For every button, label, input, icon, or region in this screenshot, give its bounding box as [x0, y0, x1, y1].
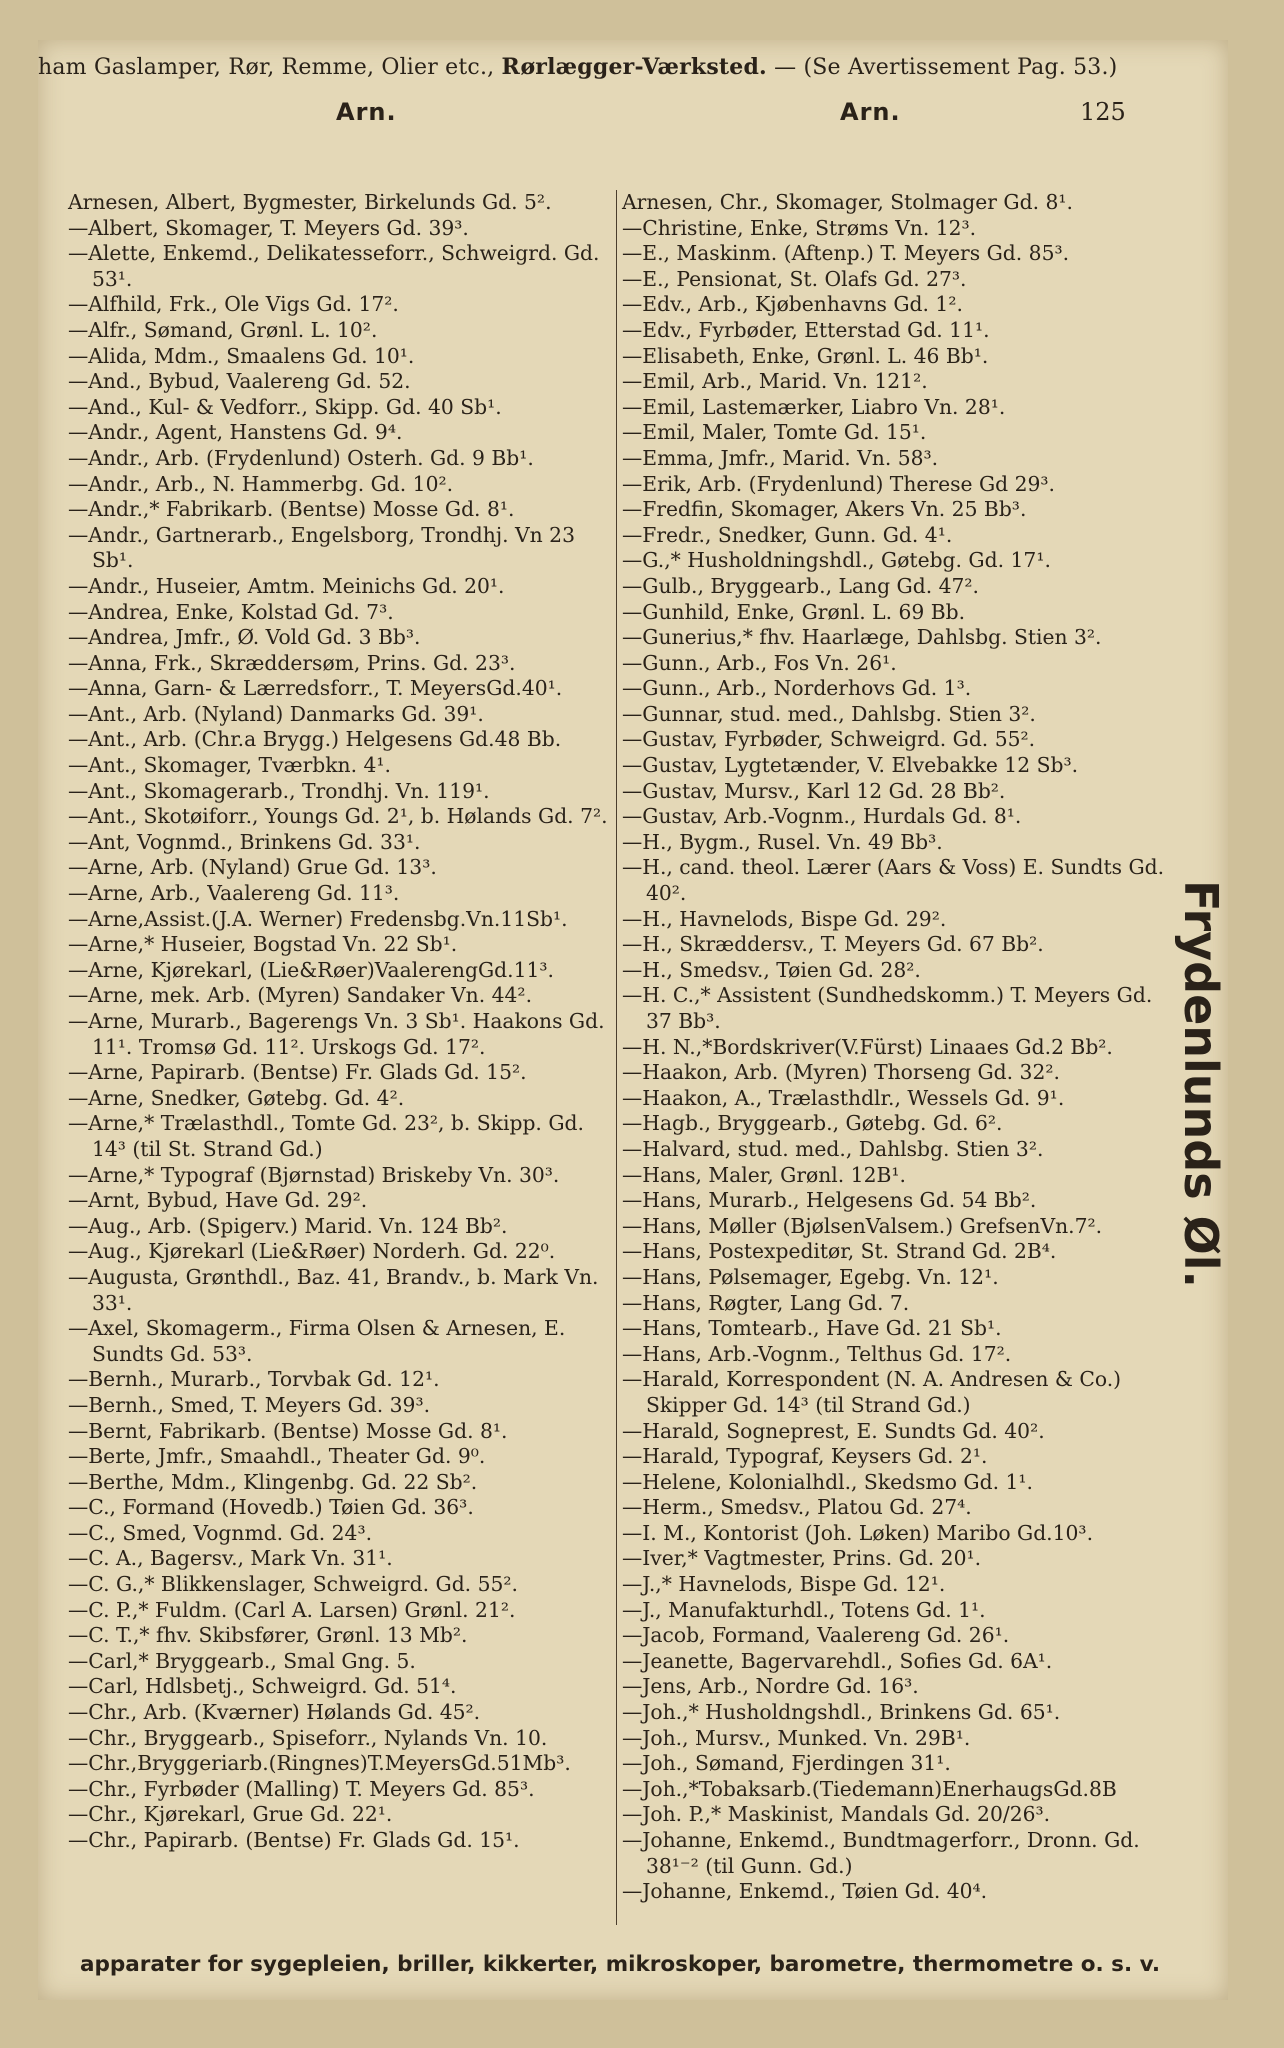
- directory-entry: —Gustav, Fyrbøder, Schweigrd. Gd. 55².: [622, 727, 1036, 752]
- directory-entry: —Bernh., Murarb., Torvbak Gd. 12¹.: [68, 1367, 440, 1392]
- directory-entry: —C., Smed, Vognmd. Gd. 24³.: [68, 1520, 373, 1545]
- directory-entry: —Joh.,*Tobaksarb.(Tiedemann)EnerhaugsGd.8B: [622, 1776, 1117, 1801]
- directory-entry: —Halvard, stud. med., Dahlsbg. Stien 3².: [622, 1136, 1044, 1161]
- directory-entry: —J.,* Havnelods, Bispe Gd. 12¹.: [622, 1572, 946, 1597]
- directory-entry: —E., Maskinm. (Aftenp.) T. Meyers Gd. 85³.: [622, 241, 1070, 266]
- directory-entry: —And., Bybud, Vaalereng Gd. 52.: [68, 369, 411, 394]
- directory-entry: —Jens, Arb., Nordre Gd. 16³.: [622, 1674, 919, 1699]
- directory-entry: —Arne,* Huseier, Bogstad Vn. 22 Sb¹.: [68, 932, 458, 957]
- directory-entry: —I. M., Kontorist (Joh. Løken) Maribo Gd.10³.: [622, 1520, 1094, 1545]
- directory-entry: —Arne, Papirarb. (Bentse) Fr. Glads Gd. 15².: [68, 1060, 527, 1085]
- directory-entry: —Hagb., Bryggearb., Gøtebg. Gd. 6².: [622, 1111, 1003, 1136]
- directory-entry: —Andr., Agent, Hanstens Gd. 9⁴.: [68, 420, 403, 445]
- directory-entry: —H. C.,* Assistent (Sundhedskomm.) T. Meyers Gd. 37 Bb³.: [622, 983, 1153, 1033]
- directory-entry: —Emma, Jmfr., Marid. Vn. 58³.: [622, 445, 939, 470]
- directory-entry: —Andr., Gartnerarb., Engelsborg, Trondhj. Vn 23 Sb¹.: [68, 522, 575, 573]
- directory-entry: —Harald, Sogneprest, E. Sundts Gd. 40².: [622, 1418, 1045, 1443]
- directory-entry: —Gustav, Arb.-Vognm., Hurdals Gd. 8¹.: [622, 804, 1022, 829]
- directory-entry: —Joh.,* Husholdngshdl., Brinkens Gd. 65¹.: [622, 1700, 1061, 1725]
- directory-entry: —Joh. P.,* Maskinist, Mandals Gd. 20/26³.: [622, 1802, 1051, 1827]
- directory-entry: —Alida, Mdm., Smaalens Gd. 10¹.: [68, 343, 415, 368]
- directory-entry: —Chr., Fyrbøder (Malling) T. Meyers Gd. 85³.: [68, 1776, 535, 1801]
- directory-entry: —Hans, Postexpeditør, St. Strand Gd. 2B⁴.: [622, 1239, 1057, 1264]
- directory-entry: Arnesen, Chr., Skomager, Stolmager Gd. 8¹.: [622, 190, 1073, 214]
- top-ad-bold: Rørlægger-Værksted.: [501, 54, 767, 80]
- directory-entry: —Arne, Kjørekarl, (Lie&Røer)VaalerengGd.11³.: [68, 957, 554, 982]
- directory-entry: —Joh., Mursv., Munked. Vn. 29B¹.: [622, 1725, 971, 1750]
- directory-entry: —Arne,* Typograf (Bjørnstad) Briskeby Vn. 30³.: [68, 1162, 560, 1187]
- directory-entry: —Alette, Enkemd., Delikatesseforr., Schweigrd. Gd. 53¹.: [68, 241, 600, 291]
- directory-entry: —H., Smedsv., Tøien Gd. 28².: [622, 957, 921, 982]
- directory-entry: —Hans, Møller (BjølsenValsem.) GrefsenVn.7².: [622, 1213, 1103, 1238]
- top-advertisement-line: [38, 54, 1178, 80]
- directory-entry: —C. T.,* fhv. Skibsfører, Grønl. 13 Mb².: [68, 1623, 468, 1648]
- directory-entry: —Emil, Arb., Marid. Vn. 121².: [622, 369, 928, 394]
- directory-entry: —Hans, Pølsemager, Egebg. Vn. 12¹.: [622, 1264, 999, 1289]
- directory-entry: —H., Bygm., Rusel. Vn. 49 Bb³.: [622, 829, 943, 854]
- directory-entry: —Emil, Lastemærker, Liabro Vn. 28¹.: [622, 394, 1006, 419]
- directory-entry: —C. P.,* Fuldm. (Carl A. Larsen) Grønl. 21².: [68, 1597, 516, 1622]
- directory-entry: —J., Manufakturhdl., Totens Gd. 1¹.: [622, 1597, 986, 1622]
- directory-entry: —G.,* Husholdningshdl., Gøtebg. Gd. 17¹.: [622, 548, 1051, 573]
- footer-advertisement-line: apparater for sygepleien, briller, kikkerter, mikroskoper, barometre, thermometre o. s. v.: [80, 1952, 1161, 1977]
- directory-entry: —Gulb., Bryggearb., Lang Gd. 47².: [622, 573, 980, 598]
- directory-entry: —Bernh., Smed, T. Meyers Gd. 39³.: [68, 1392, 431, 1417]
- directory-entry: —Carl,* Bryggearb., Smal Gng. 5.: [68, 1648, 416, 1673]
- directory-entry: —Berthe, Mdm., Klingenbg. Gd. 22 Sb².: [68, 1469, 478, 1494]
- directory-entry: —H., Havnelods, Bispe Gd. 29².: [622, 906, 947, 931]
- column-divider: [616, 190, 617, 1925]
- directory-entry: —H. N.,*Bordskriver(V.Fürst) Linaaes Gd.2 Bb².: [622, 1034, 1113, 1059]
- directory-entry: —Fredr., Snedker, Gunn. Gd. 4¹.: [622, 522, 953, 547]
- directory-entry: —C. A., Bagersv., Mark Vn. 31¹.: [68, 1546, 393, 1571]
- directory-entry: —Andr., Huseier, Amtm. Meinichs Gd. 20¹.: [68, 573, 505, 598]
- directory-entry: Arnesen, Albert, Bygmester, Birkelunds Gd. 5².: [68, 190, 552, 214]
- directory-entry: —Johanne, Enkemd., Tøien Gd. 40⁴.: [622, 1879, 988, 1904]
- directory-entry: —Chr., Arb. (Kværner) Hølands Gd. 45².: [68, 1700, 481, 1725]
- directory-entry: —Ant., Arb. (Chr.a Brygg.) Helgesens Gd.48 Bb.: [68, 727, 562, 752]
- directory-entry: —Anna, Garn- & Lærredsforr., T. MeyersGd.40¹.: [68, 676, 563, 701]
- directory-entry: —Gustav, Lygtetænder, V. Elvebakke 12 Sb³.: [622, 753, 1079, 778]
- left-column-entries: [68, 190, 608, 1854]
- directory-entry: —Ant., Skomager, Tværbkn. 4¹.: [68, 753, 391, 778]
- directory-entry: —Aug., Arb. (Spigerv.) Marid. Vn. 124 Bb².: [68, 1213, 508, 1238]
- directory-entry: —Helene, Kolonialhdl., Skedsmo Gd. 1¹.: [622, 1469, 1033, 1494]
- right-column-entries: [622, 190, 1167, 1905]
- directory-entry: —Hans, Tomtearb., Have Gd. 21 Sb¹.: [622, 1316, 1002, 1341]
- header-left-key: Arn.: [336, 98, 397, 126]
- directory-entry: —Herm., Smedsv., Platou Gd. 27⁴.: [622, 1495, 972, 1520]
- directory-entry: —Erik, Arb. (Frydenlund) Therese Gd 29³.: [622, 471, 1055, 496]
- directory-entry: —Alfr., Sømand, Grønl. L. 10².: [68, 317, 378, 342]
- directory-entry: —C. G.,* Blikkenslager, Schweigrd. Gd. 55².: [68, 1572, 518, 1597]
- directory-entry: —Ant., Skotøiforr., Youngs Gd. 2¹, b. Hølands Gd. 7².: [68, 804, 608, 829]
- directory-entry: —Chr., Kjørekarl, Grue Gd. 22¹.: [68, 1802, 393, 1827]
- directory-entry: —Gunerius,* fhv. Haarlæge, Dahlsbg. Stien 3².: [622, 625, 1102, 650]
- directory-entry: —Andr., Arb. (Frydenlund) Osterh. Gd. 9 Bb¹.: [68, 445, 534, 470]
- sidebar-advertisement: [1174, 880, 1228, 1320]
- directory-entry: —Gunn., Arb., Fos Vn. 26¹.: [622, 650, 897, 675]
- directory-entry: —Johanne, Enkemd., Bundtmagerforr., Dronn. Gd. 38¹⁻² (til Gunn. Gd.): [622, 1828, 1140, 1878]
- directory-entry: —E., Pensionat, St. Olafs Gd. 27³.: [622, 266, 967, 291]
- directory-entry: —Arne, Arb. (Nyland) Grue Gd. 13³.: [68, 855, 437, 880]
- directory-entry: —Chr., Bryggearb., Spiseforr., Nylands Vn. 10.: [68, 1725, 548, 1750]
- directory-entry: —Berte, Jmfr., Smaahdl., Theater Gd. 9⁰.: [68, 1444, 486, 1469]
- top-ad-prefix: ham Gaslamper, Rør, Remme, Olier etc.,: [38, 55, 502, 80]
- directory-entry: —Ant., Skomagerarb., Trondhj. Vn. 119¹.: [68, 778, 490, 803]
- directory-entry: —Fredfin, Skomager, Akers Vn. 25 Bb³.: [622, 497, 1027, 522]
- directory-entry: —H., Skræddersv., T. Meyers Gd. 67 Bb².: [622, 932, 1044, 957]
- directory-entry: —Haakon, A., Trælasthdlr., Wessels Gd. 9¹.: [622, 1085, 1065, 1110]
- directory-entry: —And., Kul- & Vedforr., Skipp. Gd. 40 Sb¹.: [68, 394, 502, 419]
- header-right-key: Arn.: [840, 98, 901, 126]
- directory-entry: —Arnt, Bybud, Have Gd. 29².: [68, 1188, 368, 1213]
- directory-entry: —Arne, mek. Arb. (Myren) Sandaker Vn. 44².: [68, 983, 533, 1008]
- directory-entry: —Andr.,* Fabrikarb. (Bentse) Mosse Gd. 8¹.: [68, 497, 515, 522]
- directory-entry: —Harald, Korrespondent (N. A. Andresen & Co.) Skipper Gd. 14³ (til Strand Gd.): [622, 1367, 1122, 1417]
- directory-entry: —Arne, Murarb., Bagerengs Vn. 3 Sb¹. Haakons Gd. 11¹. Tromsø Gd. 11². Urskogs Gd. 17².: [68, 1009, 605, 1059]
- directory-entry: —Christine, Enke, Strøms Vn. 12³.: [622, 215, 977, 240]
- directory-entry: —Arne,Assist.(J.A. Werner) Fredensbg.Vn.11Sb¹.: [68, 906, 568, 931]
- top-ad-suffix: — (Se Avertissement Pag. 53.): [766, 55, 1118, 80]
- directory-entry: —Anna, Frk., Skræddersøm, Prins. Gd. 23³.: [68, 650, 516, 675]
- sidebar-ad-text: Frydenlunds Øl.: [1174, 880, 1228, 1288]
- directory-entry: —Harald, Typograf, Keysers Gd. 2¹.: [622, 1444, 988, 1469]
- directory-entry: —Jeanette, Bagervarehdl., Sofies Gd. 6A¹.: [622, 1648, 1053, 1673]
- directory-entry: —Arne, Snedker, Gøtebg. Gd. 4².: [68, 1085, 405, 1110]
- directory-entry: —Emil, Maler, Tomte Gd. 15¹.: [622, 420, 927, 445]
- directory-entry: —C., Formand (Hovedb.) Tøien Gd. 36³.: [68, 1495, 474, 1520]
- directory-entry: —Hans, Arb.-Vognm., Telthus Gd. 17².: [622, 1341, 1012, 1366]
- directory-entry: —Edv., Fyrbøder, Etterstad Gd. 11¹.: [622, 317, 990, 342]
- directory-entry: —Edv., Arb., Kjøbenhavns Gd. 1².: [622, 292, 963, 317]
- directory-entry: —Hans, Røgter, Lang Gd. 7.: [622, 1290, 910, 1315]
- directory-entry: —Ant., Arb. (Nyland) Danmarks Gd. 39¹.: [68, 701, 484, 726]
- directory-entry: —Iver,* Vagtmester, Prins. Gd. 20¹.: [622, 1546, 982, 1571]
- directory-entry: —Alfhild, Frk., Ole Vigs Gd. 17².: [68, 292, 399, 317]
- directory-entry: —H., cand. theol. Lærer (Aars & Voss) E. Sundts Gd. 40².: [622, 855, 1165, 906]
- directory-entry: —Hans, Murarb., Helgesens Gd. 54 Bb².: [622, 1188, 1037, 1213]
- page-number: 125: [1080, 98, 1126, 126]
- directory-entry: —Bernt, Fabrikarb. (Bentse) Mosse Gd. 8¹.: [68, 1418, 508, 1443]
- directory-entry: —Axel, Skomagerm., Firma Olsen & Arnesen, E. Sundts Gd. 53³.: [68, 1316, 566, 1366]
- directory-entry: —Chr., Papirarb. (Bentse) Fr. Glads Gd. 15¹.: [68, 1828, 520, 1852]
- directory-entry: —Augusta, Grønthdl., Baz. 41, Brandv., b. Mark Vn. 33¹.: [68, 1264, 599, 1315]
- directory-entry: —Elisabeth, Enke, Grønl. L. 46 Bb¹.: [622, 343, 989, 368]
- directory-entry: —Aug., Kjørekarl (Lie&Røer) Norderh. Gd. 22⁰.: [68, 1239, 556, 1264]
- directory-entry: —Chr.,Bryggeriarb.(Ringnes)T.MeyersGd.51Mb³.: [68, 1751, 571, 1776]
- directory-entry: —Gunhild, Enke, Grønl. L. 69 Bb.: [622, 599, 966, 624]
- directory-entry: —Jacob, Formand, Vaalereng Gd. 26¹.: [622, 1623, 1010, 1648]
- directory-entry: —Ant, Vognmd., Brinkens Gd. 33¹.: [68, 829, 421, 854]
- directory-entry: —Gunnar, stud. med., Dahlsbg. Stien 3².: [622, 701, 1036, 726]
- directory-entry: —Arne,* Trælasthdl., Tomte Gd. 23², b. Skipp. Gd. 14³ (til St. Strand Gd.): [68, 1111, 584, 1161]
- directory-entry: —Andr., Arb., N. Hammerbg. Gd. 10².: [68, 471, 454, 496]
- directory-entry: —Andrea, Enke, Kolstad Gd. 7³.: [68, 599, 394, 624]
- directory-entry: —Joh., Sømand, Fjerdingen 31¹.: [622, 1751, 951, 1776]
- directory-entry: —Gustav, Mursv., Karl 12 Gd. 28 Bb².: [622, 778, 1006, 803]
- directory-entry: —Andrea, Jmfr., Ø. Vold Gd. 3 Bb³.: [68, 625, 421, 650]
- directory-entry: —Gunn., Arb., Norderhovs Gd. 1³.: [622, 676, 972, 701]
- directory-entry: —Haakon, Arb. (Myren) Thorseng Gd. 32².: [622, 1060, 1060, 1085]
- directory-entry: —Albert, Skomager, T. Meyers Gd. 39³.: [68, 215, 469, 240]
- directory-entry: —Arne, Arb., Vaalereng Gd. 11³.: [68, 881, 400, 906]
- directory-entry: —Hans, Maler, Grønl. 12B¹.: [622, 1162, 906, 1187]
- directory-entry: —Carl, Hdlsbetj., Schweigrd. Gd. 51⁴.: [68, 1674, 457, 1699]
